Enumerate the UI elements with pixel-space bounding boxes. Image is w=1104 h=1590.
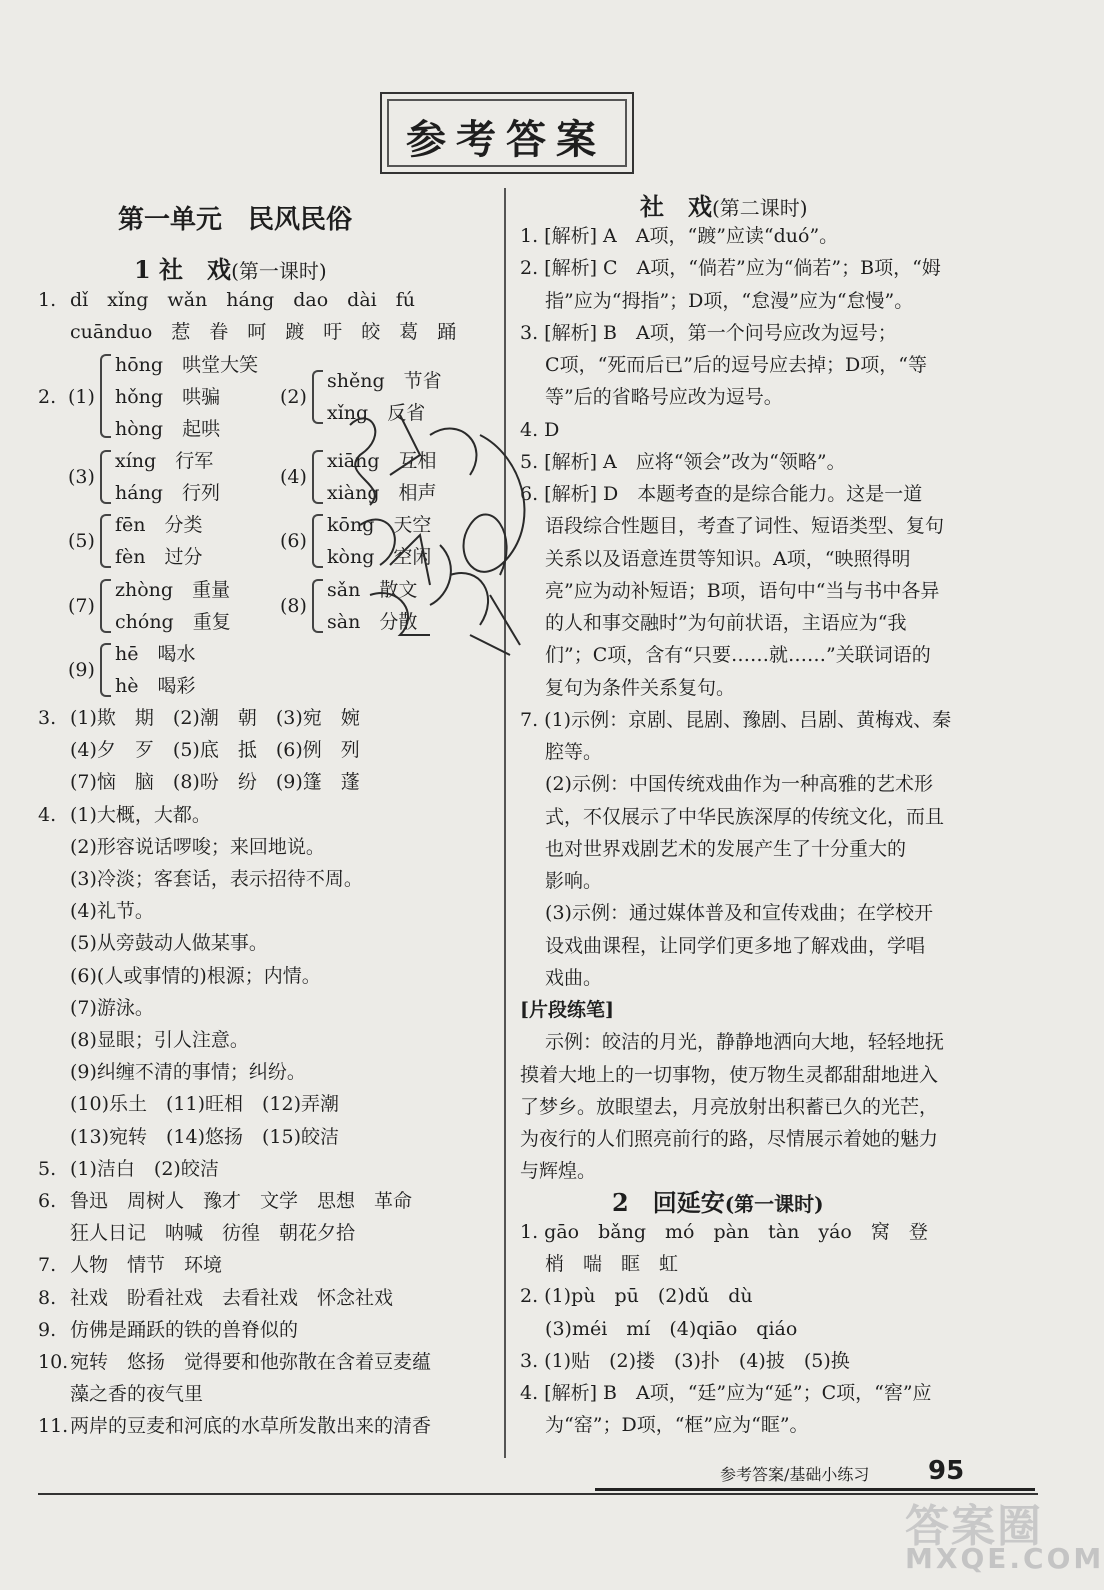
answer-line: cuānduo 惹 眷 呵 踱 吁 皎 葛 踊 <box>70 321 457 343</box>
lesson-title <box>134 250 327 285</box>
group-item: xiāng 互相 <box>327 450 437 472</box>
answer-line: 与辉煌。 <box>520 1160 597 1182</box>
answer-line: 5. [解析] A 应将“领会”改为“领略”。 <box>520 451 846 473</box>
answer-line: 的人和事交融时”为句前状语，主语应为“我 <box>520 612 907 634</box>
group-item: sǎn 散文 <box>327 579 418 601</box>
answer-line: 仿佛是踊跃的铁的兽脊似的 <box>70 1319 299 1341</box>
question-number: 5. <box>38 1158 57 1180</box>
group-item: fēn 分类 <box>115 514 203 536</box>
answer-line: 关系以及语意连贯等知识。A项，“映照得明 <box>520 548 911 570</box>
answer-line: 语段综合性题目，考查了词性、短语类型、复句 <box>520 515 945 537</box>
group-label: (2) <box>280 386 307 408</box>
lesson2-title <box>612 1183 824 1218</box>
answer-line: 3. [解析] B A项，第一个问号应改为逗号； <box>520 322 897 344</box>
answer-line: dǐ xǐng wǎn háng dao dài fú <box>70 289 415 311</box>
group-item: zhòng 重量 <box>115 579 231 601</box>
answer-line: (6)(人或事情的)根源；内情。 <box>70 965 321 987</box>
group-item: kōng 天空 <box>327 514 432 536</box>
question-number: 8. <box>38 1287 57 1309</box>
brace <box>100 643 111 697</box>
answer-line: 2. [解析] C A项，“倘若”应为“倘若”；B项，“姆 <box>520 257 941 279</box>
group-label: (9) <box>68 659 95 681</box>
brace <box>312 370 323 424</box>
group-item: hē 喝水 <box>115 643 196 665</box>
section-title-main: 社 戏 <box>640 192 712 221</box>
page-number: 95 <box>928 1456 965 1486</box>
answer-line: (1)大概，大都。 <box>70 804 211 826</box>
section-title <box>640 187 808 222</box>
group-item: hòng 起哄 <box>115 418 221 440</box>
answer-line: (2)形容说话啰唆；来回地说。 <box>70 836 325 858</box>
answer-line: 宛转 悠扬 觉得要和他弥散在含着豆麦蕴 <box>70 1351 432 1373</box>
answer-line: C项，“死而后已”后的逗号应去掉；D项，“等 <box>520 354 927 376</box>
group-label: (5) <box>68 530 95 552</box>
answer-line: 6. [解析] D 本题考查的是综合能力。这是一道 <box>520 483 923 505</box>
answer-line: 等”后的省略号应改为逗号。 <box>520 386 783 408</box>
footer-rule <box>38 1493 1038 1495</box>
group-item: xǐng 反省 <box>327 402 426 424</box>
answer-line: 两岸的豆麦和河底的水草所发散出来的清香 <box>70 1415 432 1437</box>
group-item: chóng 重复 <box>115 611 231 633</box>
group-item: háng 行列 <box>115 482 220 504</box>
lesson2-title-sub: (第一课时) <box>724 1192 824 1216</box>
group-label: (6) <box>280 530 307 552</box>
group-item: sàn 分散 <box>327 611 418 633</box>
answer-line: 示例：皎洁的月光，静静地洒向大地，轻轻地抚 <box>520 1031 945 1053</box>
answer-line: 了梦乡。放眼望去，月亮放射出积蓄已久的光芒， <box>520 1096 939 1118</box>
group-label: (3) <box>68 466 95 488</box>
answer-line: 梢 喘 眶 虹 <box>520 1253 679 1275</box>
group-item: hè 喝彩 <box>115 675 196 697</box>
answer-line: 影响。 <box>520 870 603 892</box>
answer-line: (7)游泳。 <box>70 997 154 1019</box>
lesson-title-sub: (第一课时) <box>231 259 327 283</box>
group-label: (7) <box>68 595 95 617</box>
brace <box>100 354 111 438</box>
group-item: shěng 节省 <box>327 370 442 392</box>
answer-line: (4)礼节。 <box>70 900 154 922</box>
answer-line: 1. [解析] A A项，“踱”应读“duó”。 <box>520 225 839 247</box>
answer-line: 人物 情节 环境 <box>70 1254 223 1276</box>
answer-line: (3)méi mí (4)qiāo qiáo <box>520 1318 798 1340</box>
answer-line: 也对世界戏剧艺术的发展产生了十分重大的 <box>520 838 907 860</box>
page-title: 参考答案 <box>406 117 606 163</box>
answer-line: (7)恼 脑 (8)吩 纷 (9)篷 蓬 <box>70 771 360 793</box>
brace <box>100 450 111 504</box>
answer-line: 式，不仅展示了中华民族深厚的传统文化，而且 <box>520 806 945 828</box>
group-item: xíng 行军 <box>115 450 214 472</box>
answer-line: 指”应为“拇指”；D项，“怠漫”应为“怠慢”。 <box>520 290 914 312</box>
answer-line: 复句为条件关系复句。 <box>520 677 736 699</box>
question-number: 2. <box>38 386 57 408</box>
answer-line: 们”；C项，含有“只要……就……”关联词语的 <box>520 644 931 666</box>
answer-line: (8)显眼；引人注意。 <box>70 1029 249 1051</box>
answer-line: (9)纠缠不清的事情；纠纷。 <box>70 1061 306 1083</box>
footer-text: 参考答案/基础小练习 <box>720 1465 870 1484</box>
answer-line: (2)示例：中国传统戏曲作为一种高雅的艺术形 <box>520 773 933 795</box>
handwriting-scribble <box>330 395 530 665</box>
watermark-logo: 答案圈 <box>905 1501 1043 1552</box>
answer-line: 为夜行的人们照亮前行的路，尽情展示着她的魅力 <box>520 1128 939 1150</box>
question-number: 9. <box>38 1319 57 1341</box>
group-label: (4) <box>280 466 307 488</box>
section-title-sub: (第二课时) <box>712 196 808 220</box>
answer-line: 7. (1)示例：京剧、昆剧、豫剧、吕剧、黄梅戏、秦 <box>520 709 952 731</box>
answer-line: 亮”应为动补短语；B项，语句中“当与书中各异 <box>520 580 940 602</box>
question-number: 11. <box>38 1415 69 1437</box>
group-item: xiàng 相声 <box>327 482 437 504</box>
answer-line: (13)宛转 (14)悠扬 (15)皎洁 <box>70 1126 340 1148</box>
answer-line: 戏曲。 <box>520 967 603 989</box>
question-number: 4. <box>38 804 57 826</box>
answer-line: 2. (1)pù pū (2)dǔ dù <box>520 1285 753 1307</box>
brace <box>312 579 323 633</box>
answer-line: 1. <box>38 289 57 311</box>
answer-line: 4. [解析] B A项，“廷”应为“延”；C项，“窖”应 <box>520 1382 932 1404</box>
answer-line: (3)示例：通过媒体普及和宣传戏曲；在学校开 <box>520 902 933 924</box>
answer-line: 4. D <box>520 419 560 441</box>
brace <box>100 579 111 633</box>
brace <box>312 514 323 568</box>
brace <box>312 450 323 504</box>
answer-line: (1)欺 期 (2)潮 朝 (3)宛 婉 <box>70 707 360 729</box>
group-item: kòng 空闲 <box>327 546 432 568</box>
brace <box>100 514 111 568</box>
answer-line: 为“窑”；D项，“框”应为“眶”。 <box>520 1414 809 1436</box>
answer-line: (3)冷淡；客套话，表示招待不周。 <box>70 868 363 890</box>
answer-line: 3. (1)贴 (2)搂 (3)扑 (4)披 (5)换 <box>520 1350 850 1372</box>
column-divider <box>504 188 506 1458</box>
answer-line: (10)乐土 (11)旺相 (12)弄潮 <box>70 1093 340 1115</box>
lesson-title-main: 1 社 戏 <box>134 255 232 284</box>
question-number: 7. <box>38 1254 57 1276</box>
answer-line: 设戏曲课程，让同学们更多地了解戏曲，学唱 <box>520 935 926 957</box>
answer-line: 社戏 盼看社戏 去看社戏 怀念社戏 <box>70 1287 394 1309</box>
answer-line: 1. gāo bǎng mó pàn tàn yáo 窝 登 <box>520 1221 928 1243</box>
unit-title: 第一单元 民风民俗 <box>118 205 353 235</box>
group-label: (1) <box>68 386 95 408</box>
question-number: 10. <box>38 1351 69 1373</box>
answer-line: 鲁迅 周树人 豫才 文学 思想 革命 <box>70 1190 413 1212</box>
question-number: 6. <box>38 1190 57 1212</box>
answer-line: (4)夕 歹 (5)底 抵 (6)例 列 <box>70 739 360 761</box>
group-label: (8) <box>280 595 307 617</box>
answer-line: 藻之香的夜气里 <box>70 1383 204 1405</box>
question-number: 3. <box>38 707 57 729</box>
group-item: hōng 哄堂大笑 <box>115 354 259 376</box>
lesson2-title-main: 2 回延安 <box>612 1188 725 1217</box>
answer-line: (1)洁白 (2)皎洁 <box>70 1158 219 1180</box>
answer-line: 腔等。 <box>520 741 603 763</box>
watermark-url: MXQE.COM <box>905 1542 1104 1575</box>
group-item: hǒng 哄骗 <box>115 386 221 408</box>
group-item: fèn 过分 <box>115 546 203 568</box>
answer-line: (5)从旁鼓动人做某事。 <box>70 932 268 954</box>
answer-line: 摸着大地上的一切事物，使万物生灵都甜甜地进入 <box>520 1064 939 1086</box>
section-label: [片段练笔] <box>520 999 614 1021</box>
answer-line: 狂人日记 呐喊 彷徨 朝花夕拾 <box>70 1222 356 1244</box>
